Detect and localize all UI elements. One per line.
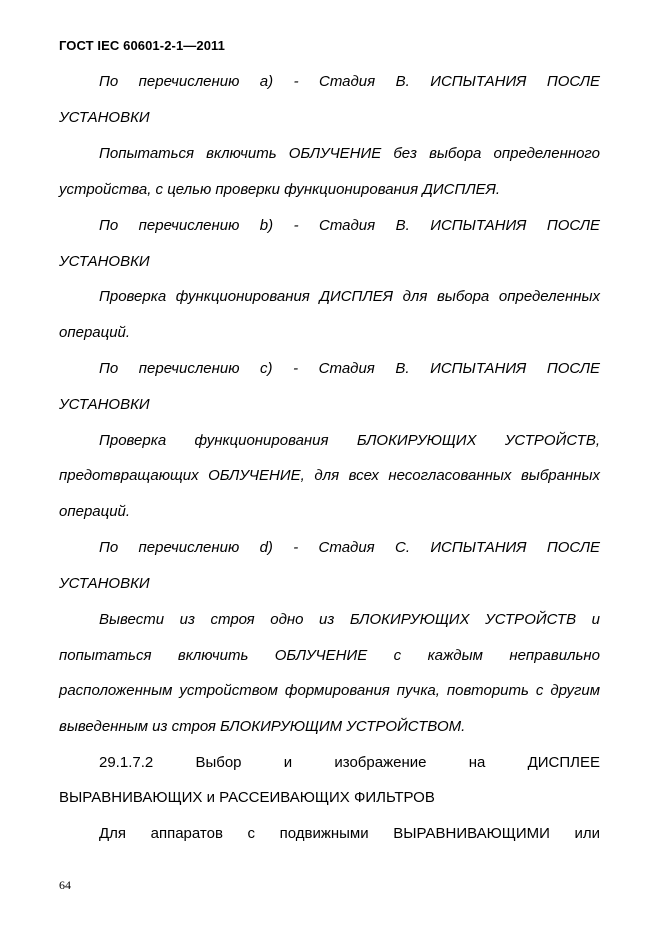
- paragraph-line: УСТАНОВКИ: [59, 109, 150, 126]
- paragraph-line: Проверка функционирования ДИСПЛЕЯ для выбора определенных: [99, 288, 600, 305]
- paragraph-line: По перечислению b) - Стадия В. ИСПЫТАНИЯ ПОСЛЕ: [99, 217, 600, 234]
- paragraph-line: выведенным из строя БЛОКИРУЮЩИМ УСТРОЙСТВОМ.: [59, 718, 466, 735]
- paragraph-line: Попытаться включить ОБЛУЧЕНИЕ без выбора определенного: [99, 145, 600, 162]
- paragraph-line: УСТАНОВКИ: [59, 396, 150, 413]
- paragraph-line: По перечислению c) - Стадия В. ИСПЫТАНИЯ ПОСЛЕ: [99, 360, 600, 377]
- paragraph-line: попытаться включить ОБЛУЧЕНИЕ с каждым неправильно: [59, 647, 600, 664]
- paragraph-line: Вывести из строя одно из БЛОКИРУЮЩИХ УСТРОЙСТВ и: [99, 611, 600, 628]
- paragraph-line: операций.: [59, 503, 131, 520]
- section-heading-line: ВЫРАВНИВАЮЩИХ и РАССЕИВАЮЩИХ ФИЛЬТРОВ: [59, 789, 435, 806]
- paragraph-line: Проверка функционирования БЛОКИРУЮЩИХ УСТРОЙСТВ,: [99, 432, 600, 449]
- paragraph-line: УСТАНОВКИ: [59, 253, 150, 270]
- paragraph-line: УСТАНОВКИ: [59, 575, 150, 592]
- paragraph-line: расположенным устройством формирования пучка, повторить с другим: [59, 682, 600, 699]
- paragraph-line: предотвращающих ОБЛУЧЕНИЕ, для всех несогласованных выбранных: [59, 467, 600, 484]
- paragraph-line: Для аппаратов с подвижными ВЫРАВНИВАЮЩИМИ или: [99, 825, 600, 842]
- paragraph-line: По перечислению a) - Стадия В. ИСПЫТАНИЯ ПОСЛЕ: [99, 73, 600, 90]
- paragraph-line: операций.: [59, 324, 131, 341]
- page-number: 64: [59, 878, 71, 892]
- document-header: ГОСТ IEC 60601-2-1—2011: [59, 38, 225, 53]
- section-heading-line: 29.1.7.2 Выбор и изображение на ДИСПЛЕЕ: [99, 754, 600, 771]
- paragraph-line: По перечислению d) - Стадия С. ИСПЫТАНИЯ ПОСЛЕ: [99, 539, 600, 556]
- paragraph-line: устройства, с целью проверки функционирования ДИСПЛЕЯ.: [59, 181, 500, 198]
